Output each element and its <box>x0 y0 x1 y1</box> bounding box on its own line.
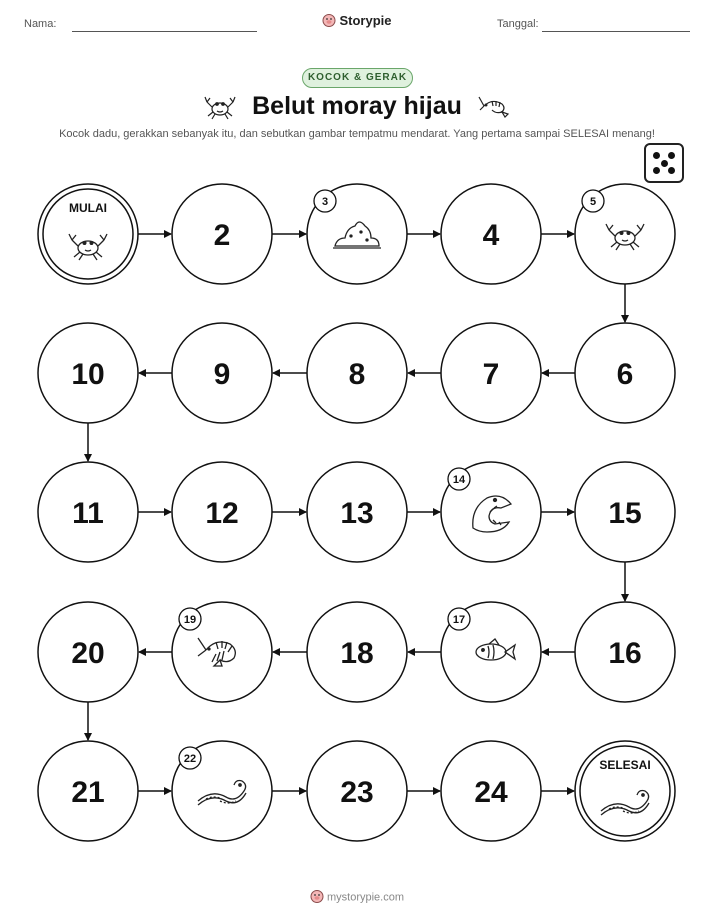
space-number: 15 <box>608 497 642 530</box>
footer-url: mystorypie.com <box>326 891 405 904</box>
space-number: 9 <box>213 358 231 391</box>
space-number: 22 <box>183 753 197 765</box>
space-number: 3 <box>321 196 329 208</box>
board-space-20 <box>38 602 138 702</box>
space-number: 19 <box>183 614 197 626</box>
board-space-24 <box>441 741 541 841</box>
space-number: 6 <box>616 358 634 391</box>
board-space-10 <box>38 323 138 423</box>
footer <box>0 889 714 906</box>
space-number: 8 <box>348 358 366 391</box>
board-space-8 <box>307 323 407 423</box>
space-number: 23 <box>340 776 374 809</box>
board-space-11 <box>38 462 138 562</box>
board-space-25 <box>575 741 675 841</box>
space-number: 11 <box>72 497 104 530</box>
board-space-21 <box>38 741 138 841</box>
board-space-5 <box>575 184 675 284</box>
board-space-4 <box>441 184 541 284</box>
board-space-16 <box>575 602 675 702</box>
space-number: 21 <box>71 776 105 809</box>
board-space-6 <box>575 323 675 423</box>
space-number: 12 <box>205 497 239 530</box>
board-space-19 <box>172 602 272 702</box>
category-tag: KOCOK & GERAK <box>302 68 413 88</box>
space-number: 7 <box>482 358 500 391</box>
board-space-9 <box>172 323 272 423</box>
space-number: 10 <box>71 358 105 391</box>
board-space-1 <box>38 184 138 284</box>
space-number: 18 <box>340 637 374 670</box>
date-label: Tanggal: <box>497 18 539 30</box>
space-number: 14 <box>452 474 466 486</box>
board-space-15 <box>575 462 675 562</box>
board-space-13 <box>307 462 407 562</box>
space-number: 2 <box>213 219 231 252</box>
board-space-23 <box>307 741 407 841</box>
space-number: 20 <box>71 637 105 670</box>
space-number: 4 <box>482 219 500 252</box>
instructions: Kocok dadu, gerakkan sebanyak itu, dan sebutkan gambar tempatmu mendarat. Yang pertama sampai SELESAI menang! <box>59 128 655 140</box>
board-space-3 <box>307 184 407 284</box>
board-space-7 <box>441 323 541 423</box>
finish-label: SELESAI <box>599 758 651 772</box>
board-space-22 <box>172 741 272 841</box>
space-number: 17 <box>452 614 466 626</box>
name-label: Nama: <box>24 18 57 30</box>
board-space-12 <box>172 462 272 562</box>
board-space-18 <box>307 602 407 702</box>
space-number: 16 <box>608 637 642 670</box>
pig-face-icon <box>310 889 324 906</box>
board-space-2 <box>172 184 272 284</box>
brand-name: Storypie <box>339 13 392 28</box>
space-number: 5 <box>589 196 597 208</box>
space-number: 24 <box>474 776 508 809</box>
board-space-17 <box>441 602 541 702</box>
start-label: MULAI <box>69 201 107 215</box>
page-title: Belut moray hijau <box>252 92 462 120</box>
space-number: 13 <box>340 497 374 530</box>
board-space-14 <box>441 462 541 562</box>
